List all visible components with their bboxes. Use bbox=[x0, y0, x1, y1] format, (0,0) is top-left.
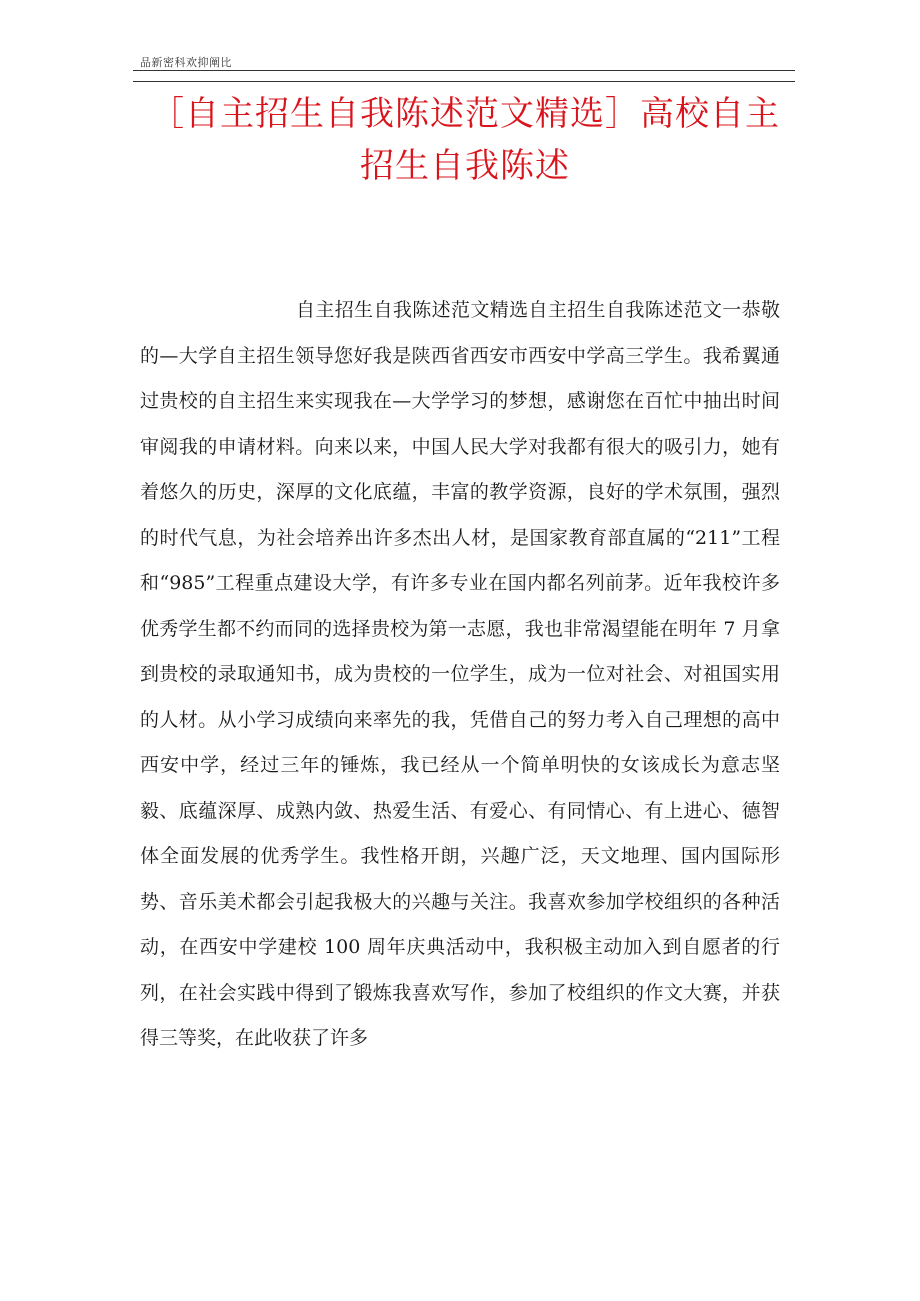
header-divider-lower bbox=[133, 81, 795, 82]
document-title: ［自主招生自我陈述范文精选］高校自主招生自我陈述 bbox=[150, 94, 780, 186]
page-header-text: 品新密科欢抑阐比 bbox=[140, 56, 232, 69]
header-divider bbox=[133, 70, 795, 71]
document-body-paragraph: 自主招生自我陈述范文精选自主招生自我陈述范文一恭敬的—大学自主招生领导您好我是陕西省西安市西安中学高三学生。我希翼通过贵校的自主招生来实现我在—大学学习的梦想，感谢您在百忙中抽出时间审阅我的申请材料。向来以来，中国人民大学对我都有很大的吸引力，她有着悠久的历史，深厚的文化底蕴，丰富的教学资源，良好的学术氛围，强烈的时代气息，为社会培养出许多杰出人材，是国家教育部直属的“211”工程和“985”工程重点建设大学，有许多专业在国内都名列前茅。近年我校许多优秀学生都不约而同的选择贵校为第一志愿，我也非常渴望能在明年 7 月拿到贵校的录取通知书，成为贵校的一位学生，成为一位对社会、对祖国实用的人材。从小学习成绩向来率先的我，凭借自己的努力考入自己理想的高中西安中学，经过三年的锤炼，我已经从一个简单明快的女该成长为意志坚毅、底蕴深厚、成熟内敛、热爱生活、有爱心、有同情心、有上进心、德智体全面发展的优秀学生。我性格开朗，兴趣广泛，天文地理、国内国际形势、音乐美术都会引起我极大的兴趣与关注。我喜欢参加学校组织的各种活动，在西安中学建校 100 周年庆典活动中，我积极主动加入到自愿者的行列，在社会实践中得到了锻炼我喜欢写作，参加了校组织的作文大赛，并获得三等奖，在此收获了许多 bbox=[140, 299, 780, 1049]
